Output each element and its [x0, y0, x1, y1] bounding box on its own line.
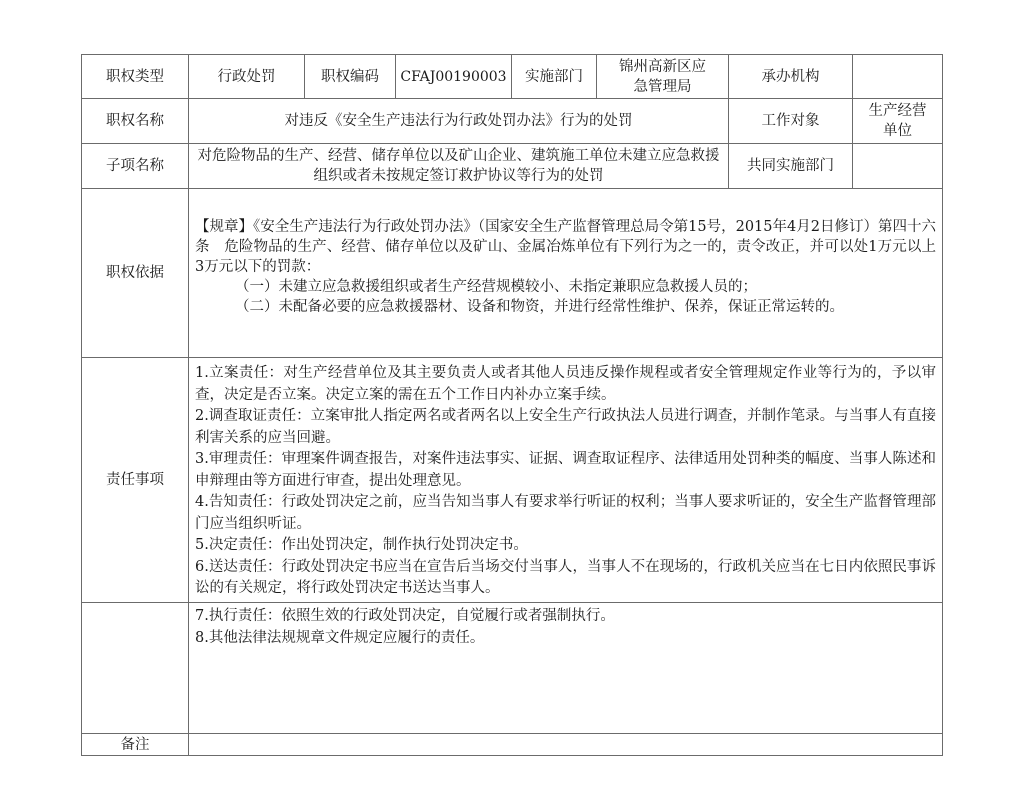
code-label: 职权编码: [304, 54, 396, 99]
target-value: 生产经营单位: [852, 98, 943, 144]
duty-continued-label: [81, 602, 189, 734]
duty-item: 3.审理责任：审理案件调查报告，对案件违法事实、证据、调查取证程序、法律适用处罚种类的幅度、当事人陈述和申辩理由等方面进行审查，提出处理意见。: [195, 451, 936, 489]
duty-item: 7.执行责任：依照生效的行政处罚决定，自觉履行或者强制执行。: [195, 608, 615, 624]
duty-continued-content: [188, 602, 943, 734]
basis-content: [188, 188, 943, 358]
basis-item: （一）未建立应急救援组织或者生产经营规模较小、未指定兼职应急救援人员的；: [235, 279, 757, 295]
joint-dept-value: [852, 143, 943, 189]
code-value: CFAJ00190003: [395, 54, 512, 99]
name-value: 对违反《安全生产违法行为行政处罚办法》行为的处罚: [188, 98, 729, 144]
agency-value: [852, 54, 943, 99]
name-label: 职权名称: [81, 98, 189, 144]
type-label: 职权类型: [81, 54, 189, 99]
basis-paragraph: 【规章】《安全生产违法行为行政处罚办法》（国家安全生产监督管理总局令第15号，2015年4月2日修订）第四十六条 危险物品的生产、经营、储存单位以及矿山、金属冶炼单位有下列行为之一的，责令改正，并可以处1万元以上3万元以下的罚款：: [195, 219, 936, 275]
remark-value: [188, 733, 943, 756]
dept-value: 锦州高新区应急管理局: [596, 54, 729, 99]
basis-item: （二）未配备必要的应急救援器材、设备和物资，并进行经常性维护、保养，保证正常运转的。: [235, 299, 844, 315]
duty-content: [188, 357, 943, 603]
remark-label: 备注: [81, 733, 189, 756]
duty-item: 6.送达责任：行政处罚决定书应当在宣告后当场交付当事人，当事人不在现场的，行政机关应当在七日内依照民事诉讼的有关规定，将行政处罚决定书送达当事人。: [195, 558, 936, 596]
duty-item: 4.告知责任：行政处罚决定之前，应当告知当事人有要求举行听证的权利；当事人要求听证的，安全生产监督管理部门应当组织听证。: [195, 494, 936, 532]
duty-label: 责任事项: [81, 357, 189, 603]
type-value: 行政处罚: [188, 54, 305, 99]
subitem-value: 对危险物品的生产、经营、储存单位以及矿山企业、建筑施工单位未建立应急救援组织或者未按规定签订救护协议等行为的处罚: [188, 143, 729, 189]
duty-item: 8.其他法律法规规章文件规定应履行的责任。: [195, 629, 485, 646]
authority-table: [81, 54, 943, 756]
subitem-label: 子项名称: [81, 143, 189, 189]
dept-label: 实施部门: [511, 54, 597, 99]
target-label: 工作对象: [728, 98, 853, 144]
basis-label: 职权依据: [81, 188, 189, 358]
duty-item: 1.立案责任：对生产经营单位及其主要负责人或者其他人员违反操作规程或者安全管理规定作业等行为的，予以审查，决定是否立案。决定立案的需在五个工作日内补办立案手续。: [195, 365, 936, 403]
duty-item: 2.调查取证责任：立案审批人指定两名或者两名以上安全生产行政执法人员进行调查，并制作笔录。与当事人有直接利害关系的应当回避。: [195, 408, 936, 446]
duty-item: 5.决定责任：作出处罚决定，制作执行处罚决定书。: [195, 537, 528, 553]
agency-label: 承办机构: [728, 54, 853, 99]
joint-dept-label: 共同实施部门: [728, 143, 853, 189]
